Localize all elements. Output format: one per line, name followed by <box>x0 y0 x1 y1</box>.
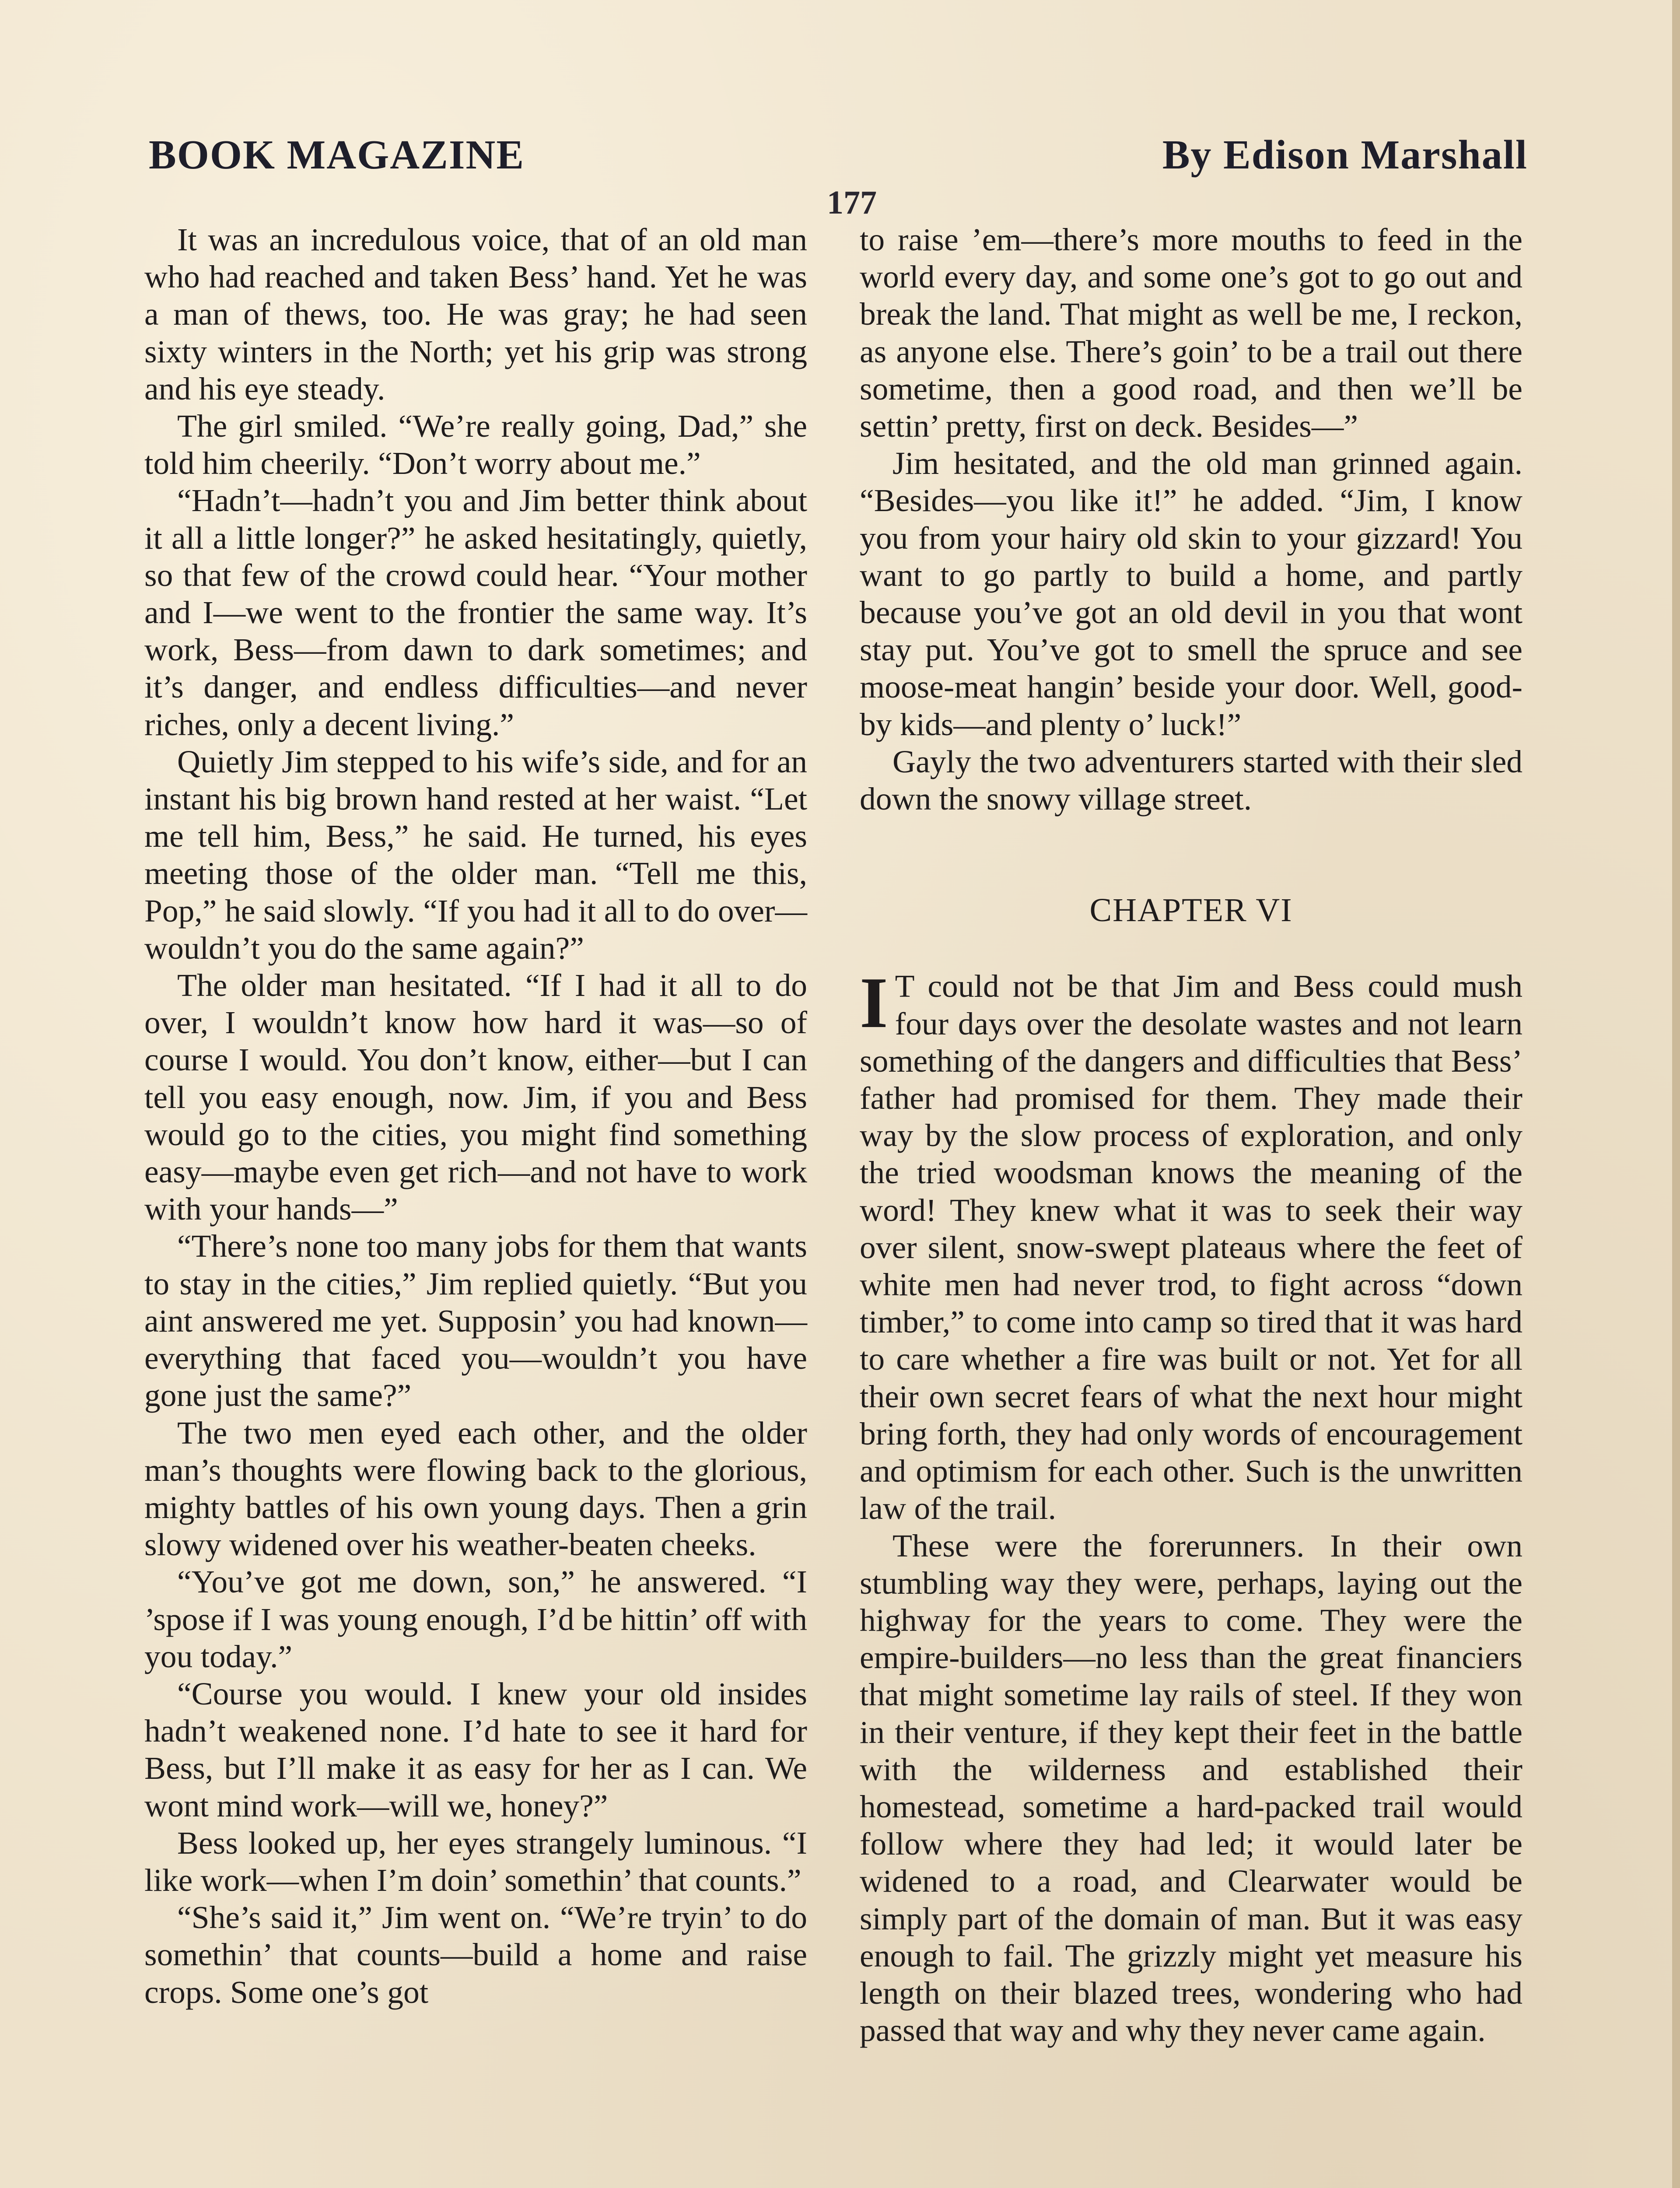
paragraph: “Course you would. I knew your old insides hadn’t weakened none. I’d hate to see it hard for Bess, but I’ll make it as easy for her as I can. We wont mind work—will we, honey?” <box>144 1676 807 1823</box>
paragraph: “Hadn’t—hadn’t you and Jim better think about it all a little longer?” he asked hesitatingly, quietly, so that few of the crowd could hear. “Your mother and I—we went to the frontier the same way. It’s work, Bess—from dawn to dark sometimes; and it’s danger, and endless difficulties—and never riches, only a decent living.” <box>144 483 807 742</box>
paragraph: The older man hesitated. “If I had it all to do over, I wouldn’t know how hard it was—so of course I would. You don’t know, either—but I can tell you easy enough, now. Jim, if you and Bess would go to the cities, you might find something easy—maybe even get rich—and not have to work with your hands—” <box>144 968 807 1227</box>
paragraph: The two men eyed each other, and the older man’s thoughts were flowing back to the glorious, mighty battles of his own young days. Then a grin slowy widened over his weather-beaten cheeks. <box>144 1415 807 1563</box>
magazine-title: BOOK MAGAZINE <box>149 132 525 178</box>
text-column-left <box>144 221 807 2011</box>
paragraph: It was an incredulous voice, that of an old man who had reached and taken Bess’ hand. Yet he was a man of thews, too. He was gray; he had seen sixty winters in the North; yet his grip was strong and his eye steady. <box>144 222 807 407</box>
page-number: 177 <box>827 184 877 221</box>
paragraph: “There’s none too many jobs for them that wants to stay in the cities,” Jim replied quietly. “But you aint answered me yet. Supposin’ you had known—everything that faced you—wouldn’t you have gone just the same?” <box>144 1228 807 1413</box>
paragraph: “She’s said it,” Jim went on. “We’re tryin’ to do somethin’ that counts—build a home and raise crops. Some one’s got <box>144 1900 807 2010</box>
text-column-right <box>860 221 1522 2049</box>
author-byline: By Edison Marshall <box>1162 132 1528 178</box>
paragraph: These were the forerunners. In their own stumbling way they were, perhaps, laying out the highway for the years to come. They were the empire-builders—no less than the great financiers that might sometime lay rails of steel. If they won in their venture, if they kept their feet in the battle with the wilderness and established their homestead, sometime a hard-packed trail would follow where they had led; it would later be widened to a road, and Clearwater would be simply part of the domain of man. But it was easy enough to fail. The grizzly might yet measure his length on their blazed trees, wondering who had passed that way and why they never came again. <box>860 1528 1522 2048</box>
paragraph: Jim hesitated, and the old man grinned again. “Besides—you like it!” he added. “Jim, I know you from your hairy old skin to your gizzard! You want to go partly to build a home, and partly because you’ve got an old devil in you that wont stay put. You’ve got to smell the spruce and see moose-meat hangin’ beside your door. Well, good-by kids—and plenty o’ luck!” <box>860 445 1522 742</box>
paragraph: to raise ’em—there’s more mouths to feed in the world every day, and some one’s got to go out and break the land. That might as well be me, I reckon, as anyone else. There’s goin’ to be a trail out there sometime, then a good road, and then we’ll be settin’ pretty, first on deck. Besides—” <box>860 222 1522 444</box>
chapter-opening-text: T could not be that Jim and Bess could mush four days over the desolate wastes and not learn something of the dangers and difficulties that Bess’ father had promised for them. They made their way by the slow process of exploration, and only the tried woodsman knows the meaning of the word! They knew what it was to seek their way over silent, snow-swept plateaus where the feet of white men had never trod, to fight across “down timber,” to come into camp so tired that it was hard to care whether a fire was built or not. Yet for all their own secret fears of what the next hour might bring forth, they had only words of encouragement and optimism for each other. Such is the unwritten law of the trail. <box>860 968 1522 1526</box>
paragraph: Bess looked up, her eyes strangely luminous. “I like work—when I’m doin’ somethin’ that counts.” <box>144 1825 807 1898</box>
paragraph: “You’ve got me down, son,” he answered. “I ’spose if I was young enough, I’d be hittin’ off with you today.” <box>144 1564 807 1674</box>
paragraph: Quietly Jim stepped to his wife’s side, and for an instant his big brown hand rested at her waist. “Let me tell him, Bess,” he said. He turned, his eyes meeting those of the older man. “Tell me this, Pop,” he said slowly. “If you had it all to do over—wouldn’t you do the same again?” <box>144 743 807 966</box>
chapter-opening-paragraph <box>860 962 1522 1527</box>
chapter-heading: CHAPTER VI <box>1089 892 1293 929</box>
paragraph: The girl smiled. “We’re really going, Dad,” she told him cheerily. “Don’t worry about me.” <box>144 408 807 481</box>
paragraph: Gayly the two adventurers started with their sled down the snowy village street. <box>860 743 1522 817</box>
drop-cap: I <box>860 962 888 1043</box>
